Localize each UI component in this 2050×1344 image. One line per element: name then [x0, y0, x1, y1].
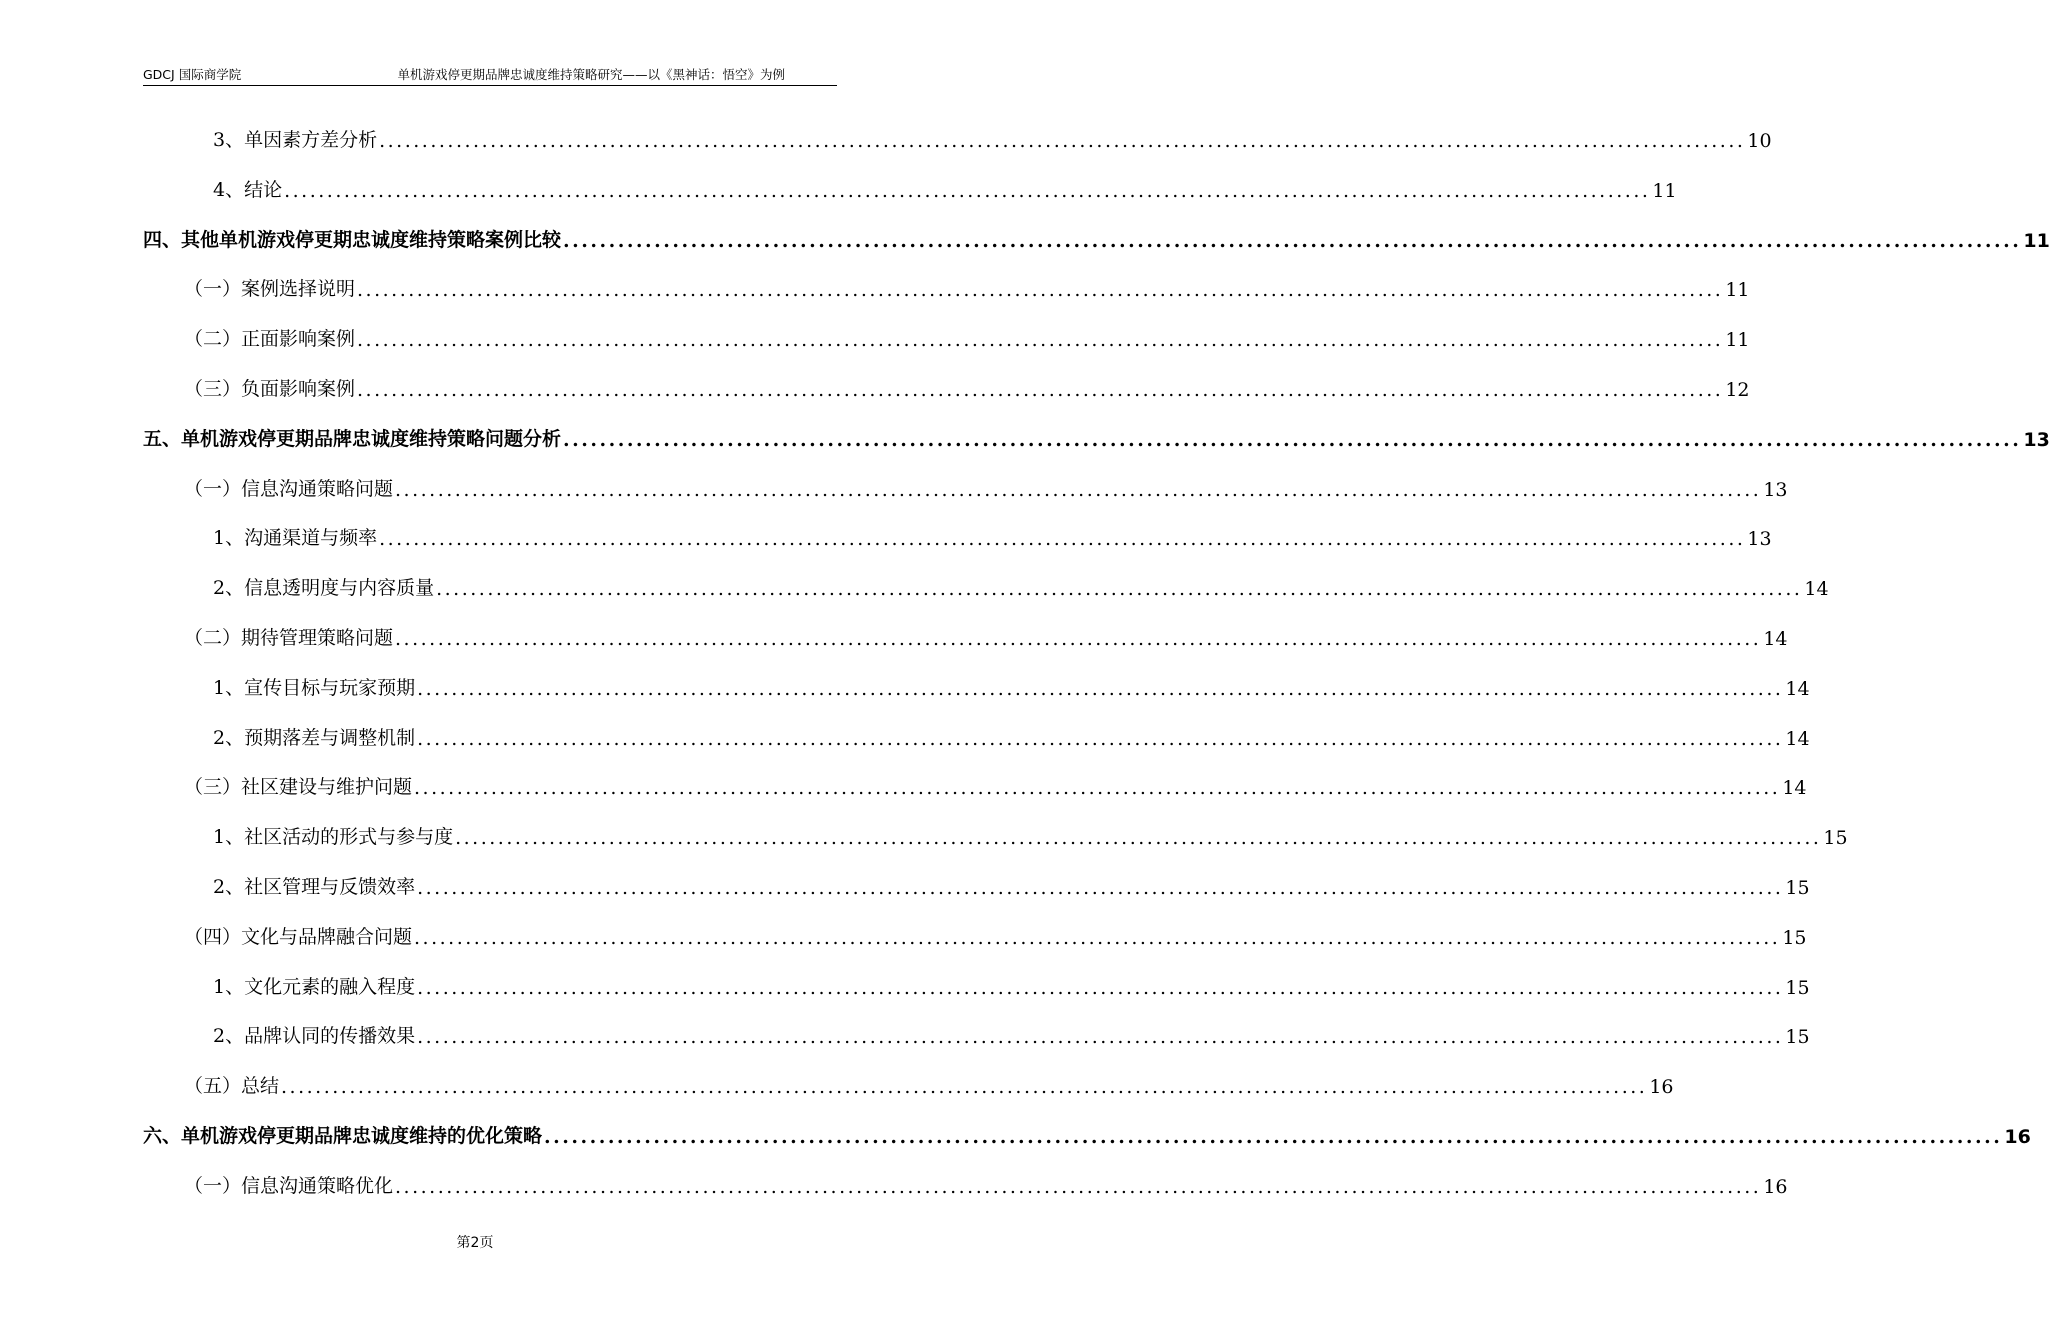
toc-entry-title: 3、单因素方差分析	[213, 129, 378, 151]
toc-entry-page: 11	[1725, 279, 1750, 302]
toc-dot-leader: ................................................................................................................................................................	[563, 229, 2022, 252]
toc-entry-title: （二）正面影响案例	[184, 328, 356, 351]
toc-entry[interactable]	[213, 821, 1848, 850]
toc-entry[interactable]	[143, 1120, 2031, 1148]
toc-entry[interactable]	[184, 1070, 1674, 1099]
toc-entry[interactable]	[184, 473, 1788, 501]
toc-entry-page: 15	[1823, 827, 1848, 850]
toc-dot-leader: ................................................................................................................................................................	[379, 528, 1746, 551]
toc-entry[interactable]	[213, 722, 1810, 750]
toc-dot-leader: ................................................................................................................................................................	[455, 827, 1822, 850]
toc-entry-page: 16	[1649, 1076, 1674, 1099]
toc-entry[interactable]	[184, 921, 1807, 949]
toc-dot-leader: ................................................................................................................................................................	[284, 179, 1651, 202]
toc-dot-leader: ................................................................................................................................................................	[436, 578, 1803, 601]
page-number: 第2页	[456, 1235, 494, 1251]
toc-dot-leader: ................................................................................................................................................................	[395, 628, 1762, 650]
toc-dot-leader: ................................................................................................................................................................	[357, 379, 1724, 401]
toc-entry[interactable]	[184, 373, 1750, 401]
toc-dot-leader: ................................................................................................................................................................	[417, 877, 1784, 899]
toc-entry-page: 13	[1763, 478, 1788, 501]
toc-entry[interactable]	[184, 622, 1788, 650]
toc-entry[interactable]	[213, 871, 1810, 899]
toc-entry-title: 2、社区管理与反馈效率	[213, 876, 416, 898]
toc-dot-leader: ................................................................................................................................................................	[414, 777, 1781, 800]
toc-entry-page: 11	[1652, 179, 1677, 202]
toc-entry[interactable]	[143, 224, 2050, 252]
toc-entry-title: 1、社区活动的形式与参与度	[213, 826, 454, 849]
toc-entry-page: 11	[2023, 229, 2050, 252]
toc-entry[interactable]	[143, 423, 2050, 451]
toc-entry-page: 15	[1785, 877, 1810, 899]
toc-entry-page: 14	[1763, 628, 1788, 650]
toc-entry-page: 12	[1725, 379, 1750, 401]
toc-entry-page: 14	[1804, 578, 1829, 601]
toc-entry-title: 五、单机游戏停更期品牌忠诚度维持策略问题分析	[143, 427, 562, 450]
toc-entry-page: 16	[1763, 1175, 1788, 1198]
toc-dot-leader: ................................................................................................................................................................	[379, 130, 1746, 152]
toc-dot-leader: ................................................................................................................................................................	[395, 478, 1762, 501]
toc-dot-leader: ................................................................................................................................................................	[563, 428, 2022, 451]
toc-dot-leader: ................................................................................................................................................................	[357, 279, 1724, 302]
toc-entry-title: 1、宣传目标与玩家预期	[213, 676, 416, 699]
toc-entry-page: 15	[1785, 1026, 1810, 1049]
toc-entry-title: （一）信息沟通策略问题	[184, 477, 394, 500]
toc-entry-page: 14	[1782, 777, 1807, 800]
toc-entry[interactable]	[213, 1020, 1810, 1049]
toc-entry[interactable]	[184, 273, 1750, 302]
toc-entry-title: （三）负面影响案例	[184, 378, 356, 400]
toc-entry[interactable]	[213, 124, 1772, 152]
toc-entry[interactable]	[213, 522, 1772, 551]
toc-entry-page: 14	[1785, 727, 1810, 750]
toc-dot-leader: ................................................................................................................................................................	[414, 926, 1781, 949]
toc-entry-title: 四、其他单机游戏停更期忠诚度维持策略案例比较	[143, 228, 562, 251]
toc-entry[interactable]	[213, 971, 1810, 999]
toc-entry-page: 15	[1782, 926, 1807, 949]
toc-entry[interactable]	[213, 572, 1829, 601]
toc-entry-title: （三）社区建设与维护问题	[184, 776, 413, 799]
toc-entry[interactable]	[184, 323, 1750, 352]
toc-dot-leader: ................................................................................................................................................................	[357, 329, 1724, 352]
toc-entry-title: 1、文化元素的融入程度	[213, 975, 416, 998]
toc-dot-leader: ................................................................................................................................................................	[281, 1076, 1648, 1099]
header-institution: GDCJ 国际商学院	[143, 67, 242, 82]
toc-entry-title: （四）文化与品牌融合问题	[184, 925, 413, 948]
toc-dot-leader: ................................................................................................................................................................	[544, 1126, 2003, 1148]
toc-dot-leader: ................................................................................................................................................................	[395, 1175, 1762, 1198]
toc-dot-leader: ................................................................................................................................................................	[417, 677, 1784, 700]
toc-entry-page: 16	[2004, 1126, 2031, 1148]
toc-entry-page: 13	[2023, 428, 2050, 451]
toc-entry-title: 2、信息透明度与内容质量	[213, 577, 435, 600]
running-header	[143, 66, 837, 86]
toc-entry-title: 4、结论	[213, 178, 283, 201]
toc-entry-title: 2、品牌认同的传播效果	[213, 1025, 416, 1048]
toc-entry-title: （一）信息沟通策略优化	[184, 1174, 394, 1197]
toc-dot-leader: ................................................................................................................................................................	[417, 976, 1784, 999]
toc-entry-title: 六、单机游戏停更期品牌忠诚度维持的优化策略	[143, 1125, 543, 1147]
toc-dot-leader: ................................................................................................................................................................	[417, 1026, 1784, 1049]
toc-entry-title: （二）期待管理策略问题	[184, 627, 394, 649]
toc-entry-page: 10	[1747, 130, 1772, 152]
toc-entry-title: 1、沟通渠道与频率	[213, 527, 378, 550]
toc-entry[interactable]	[213, 174, 1677, 202]
toc-entry-title: 2、预期落差与调整机制	[213, 726, 416, 749]
toc-entry[interactable]	[213, 672, 1810, 700]
toc-entry-page: 15	[1785, 976, 1810, 999]
toc-dot-leader: ................................................................................................................................................................	[417, 727, 1784, 750]
toc-entry-page: 14	[1785, 677, 1810, 700]
toc-entry-page: 11	[1725, 329, 1750, 352]
toc-entry[interactable]	[184, 771, 1807, 800]
toc-entry-title: （一）案例选择说明	[184, 278, 356, 301]
toc-entry-page: 13	[1747, 528, 1772, 551]
toc-entry-title: （五）总结	[184, 1075, 280, 1098]
toc-entry[interactable]	[184, 1170, 1788, 1198]
header-thesis-title: 单机游戏停更期品牌忠诚度维持策略研究——以《黑神话：悟空》为例	[397, 67, 785, 82]
